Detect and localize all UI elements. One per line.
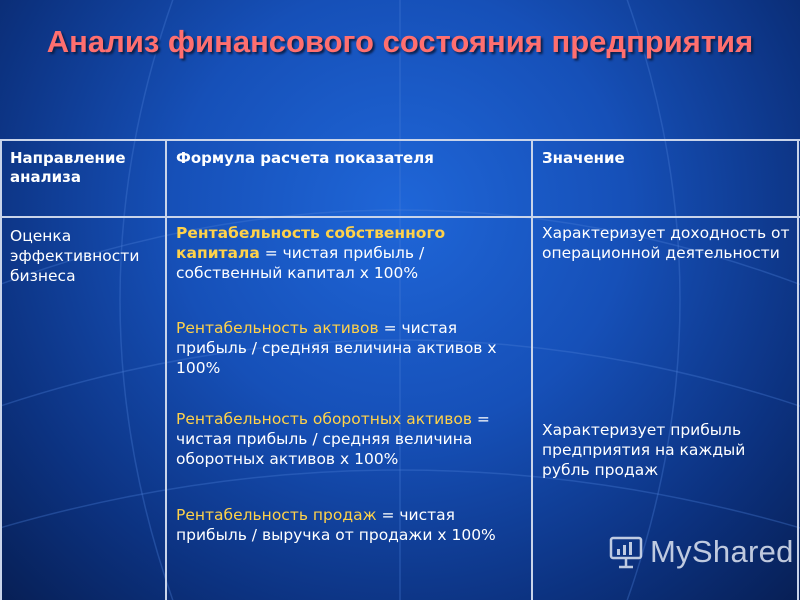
formula-text-current-assets: = чистая прибыль / средняя величина оборотных активов x 100%: [176, 410, 490, 468]
presentation-board-icon: [608, 534, 644, 570]
column-header-formula: Формула расчета показателя: [176, 149, 434, 167]
formula-text-roa: = чистая прибыль / средняя величина активов x 100%: [176, 319, 497, 377]
formula-text-roe: = чистая прибыль / собственный капитал x 100%: [176, 244, 425, 282]
indicator-name-roa: Рентабельность активов: [176, 319, 379, 337]
formula-text-sales: = чистая прибыль / выручка от продажи x 100%: [176, 506, 496, 544]
formula-sales: [176, 505, 521, 545]
indicator-name-sales: Рентабельность продаж: [176, 506, 377, 524]
value-operational-profitability: Характеризует доходность от операционной деятельности: [542, 224, 790, 262]
table-column-divider-1: [165, 139, 167, 600]
table-left-border: [0, 139, 2, 600]
column-header-value: Значение: [542, 149, 625, 167]
table-top-border: [0, 139, 800, 141]
indicator-name-current-assets: Рентабельность оборотных активов: [176, 410, 472, 428]
formula-current-assets: [176, 409, 528, 469]
table-right-border: [797, 139, 799, 600]
indicator-name-roe: Рентабельность собственного: [176, 224, 446, 242]
table-header-border: [0, 216, 800, 218]
direction-cell: Оценка эффективности бизнеса: [10, 227, 140, 285]
column-header-direction: Направление анализа: [10, 149, 126, 186]
slide-title: Анализ финансового состояния предприятия: [46, 24, 754, 59]
formula-roe: [176, 223, 526, 283]
value-sales-profitability: Характеризует прибыль предприятия на каждый рубль продаж: [542, 421, 746, 479]
watermark-text: MyShared: [650, 534, 794, 569]
watermark: [608, 534, 794, 570]
indicator-name-roe-cont: капитала: [176, 244, 260, 262]
table-column-divider-2: [531, 139, 533, 600]
formula-roa: [176, 318, 526, 378]
analysis-table: [0, 139, 800, 600]
